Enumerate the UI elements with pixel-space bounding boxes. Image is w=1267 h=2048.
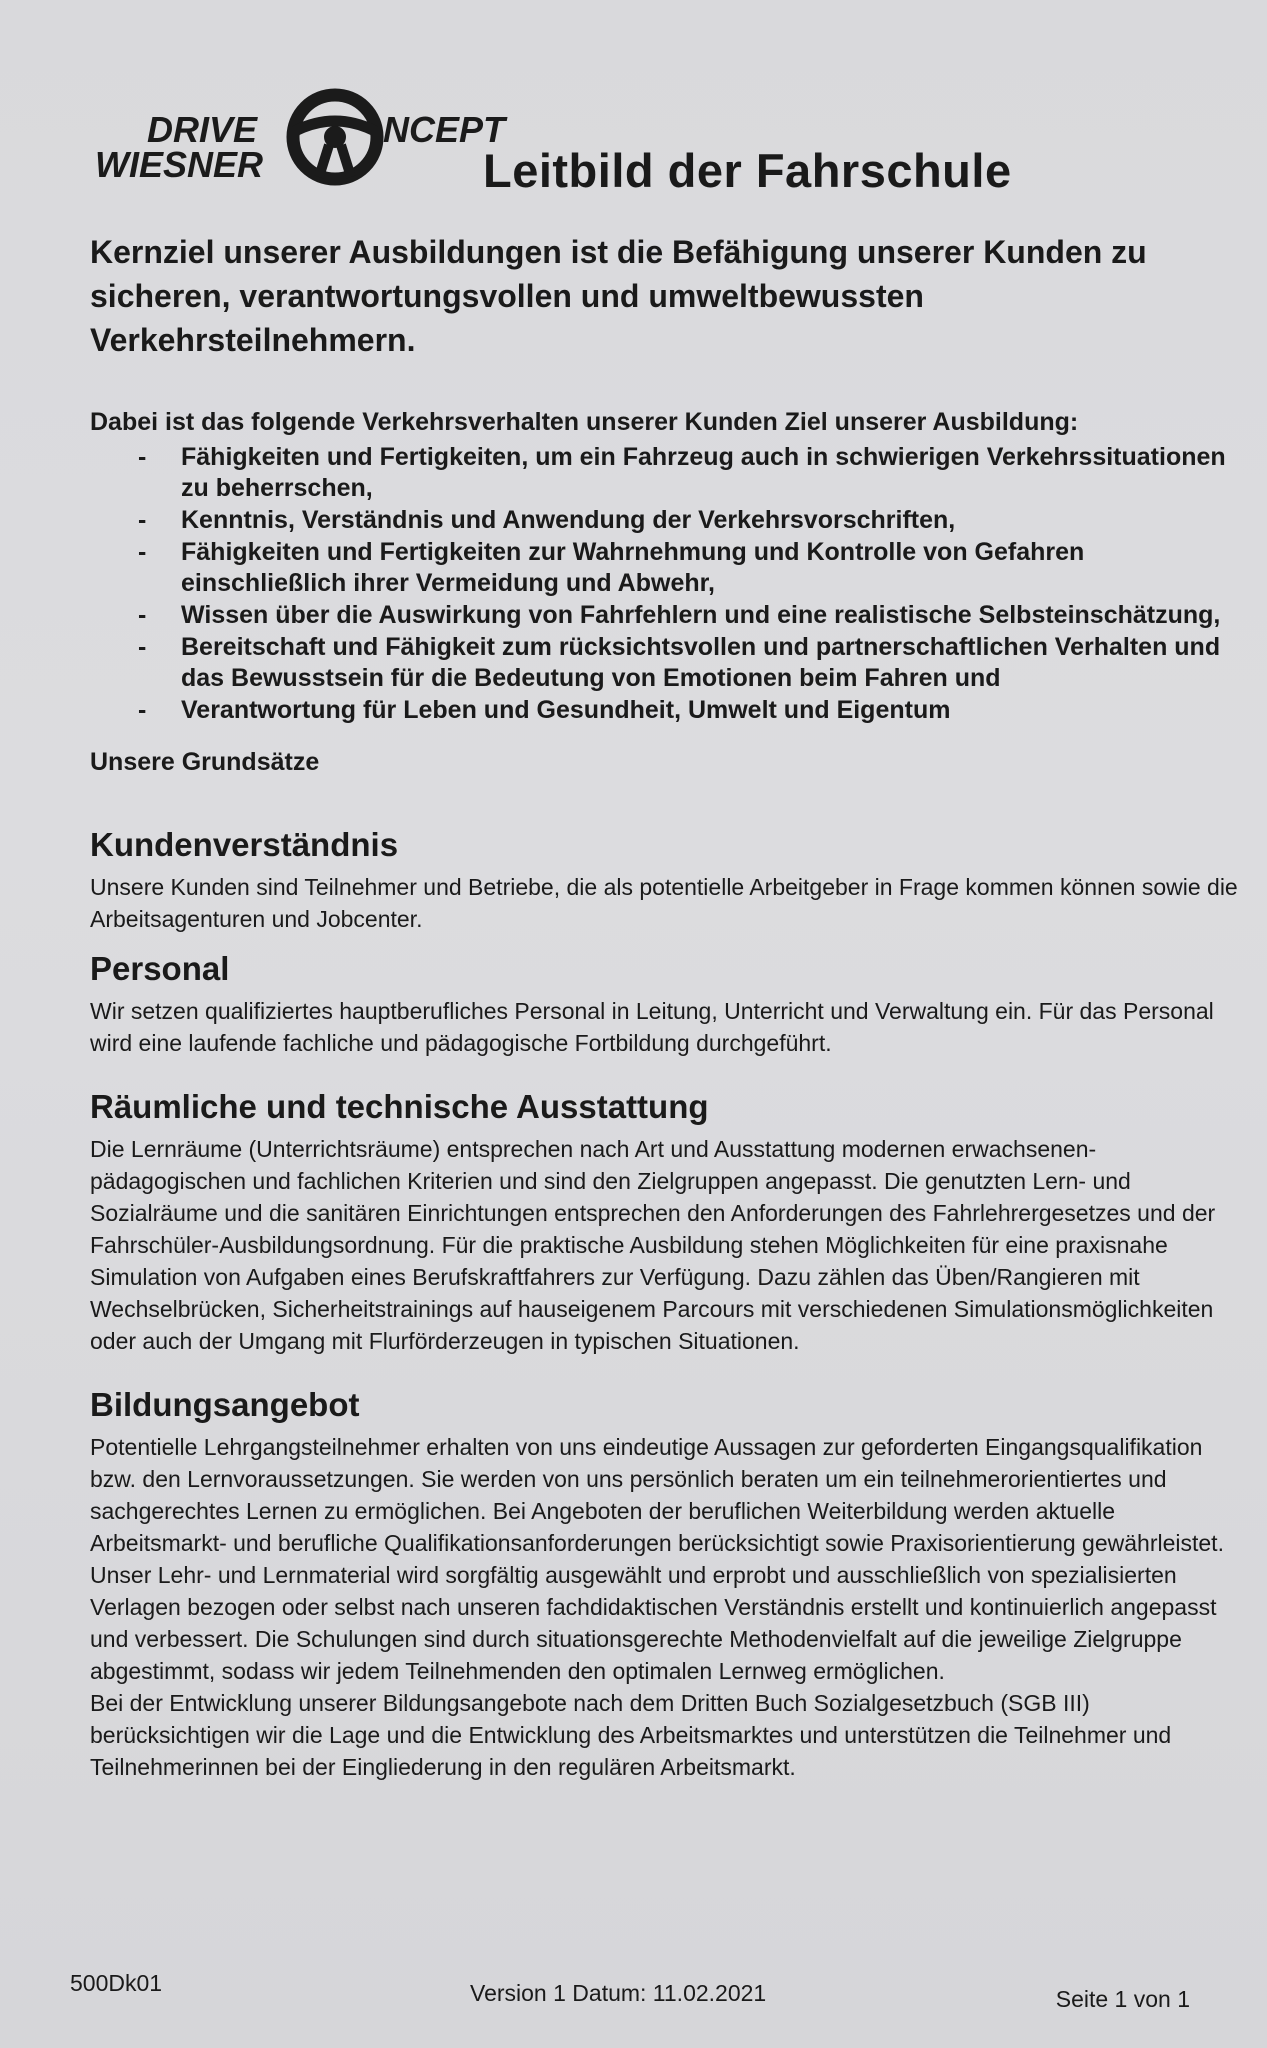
goals-intro: Dabei ist das folgende Verkehrsverhalten unserer Kunden Ziel unserer Ausbildung: — [90, 408, 1079, 436]
page-number: Seite 1 von 1 — [1055, 1986, 1190, 2012]
document-code: 500Dk01 — [70, 1970, 163, 1996]
section-text: Wir setzen qualifiziertes hauptberufliches Personal in Leitung, Unterricht und Verwaltung ein. Für das Personal wird eine laufende fachliche und pädagogische Fortbildung durchgeführt. — [90, 998, 1214, 1056]
kernziel-statement: Kernziel unserer Ausbildungen ist die Befähigung unserer Kunden zu sicheren, verantwortungsvollen und umweltbewussten Verkehrsteilnehmern. — [90, 234, 1147, 358]
goals-list — [90, 442, 1250, 726]
bullet-dash: - — [138, 443, 147, 471]
logo-wiesner-text: WIESNER — [95, 144, 264, 185]
document-header — [95, 85, 1225, 195]
section-title: Kundenverständnis — [90, 826, 399, 863]
list-item — [138, 537, 1250, 599]
bullet-dash: - — [138, 601, 147, 629]
bullet-dash: - — [138, 538, 147, 566]
section-personal — [90, 949, 1250, 1059]
document-body — [90, 230, 1250, 1797]
grundsaetze-heading: Unsere Grundsätze — [90, 748, 320, 776]
section-title: Personal — [90, 950, 230, 987]
bullet-dash: - — [138, 633, 147, 661]
goal-text: Wissen über die Auswirkung von Fahrfehlern und eine realistische Selbsteinschätzung, — [181, 601, 1221, 629]
section-title: Räumliche und technische Ausstattung — [90, 1088, 709, 1125]
section-text: Unser Lehr- und Lernmaterial wird sorgfältig ausgewählt und erprobt und ausschließlich von spezialisierten Verlagen bezogen oder selbst nach unseren fachdidaktischen Verständnis erstellt und kontinuierlich angepasst und verbessert. Die Schulungen sind durch situationsgerechte Methodenvielfalt auf die jeweilige Zielgruppe abgestimmt, sodass wir jedem Teilnehmenden den optimalen Lernweg ermöglichen. — [90, 1562, 1217, 1684]
list-item — [138, 632, 1250, 694]
list-item — [138, 505, 1250, 536]
section-bildungsangebot — [90, 1385, 1250, 1783]
version-date: Version 1 Datum: 11.02.2021 — [470, 1980, 767, 2006]
list-item — [138, 695, 1250, 726]
list-item — [138, 600, 1250, 631]
goal-text: Fähigkeiten und Fertigkeiten, um ein Fahrzeug auch in schwierigen Verkehrssituationen zu beherrschen, — [181, 443, 1226, 502]
goal-text: Kenntnis, Verständnis und Anwendung der Verkehrsvorschriften, — [181, 506, 956, 534]
bullet-dash: - — [138, 696, 147, 724]
steering-wheel-logo-icon — [95, 85, 506, 190]
list-item — [138, 442, 1250, 504]
drive-concept-wiesner-logo — [95, 85, 506, 190]
section-text: Die Lernräume (Unterrichtsräume) entsprechen nach Art und Ausstattung modernen erwachsenen-pädagogischen und fachlichen Kriterien und sind den Zielgruppen angepasst. Die genutzten Lern- und Sozialräume und die sanitären Einrichtungen entsprechen den Anforderungen des Fahrlehrergesetzes und der Fahrschüler-Ausbildungsordnung. Für die praktische Ausbildung stehen Möglichkeiten für eine praxisnahe Simulation von Aufgaben eines Berufskraftfahrers zur Verfügung. Dazu zählen das Üben/Rangieren mit Wechselbrücken, Sicherheitstrainings auf hauseigenem Parcours mit verschiedenen Simulationsmöglichkeiten oder auch der Umgang mit Flurförderzeugen in typischen Situationen. — [90, 1136, 1216, 1354]
section-text: Potentielle Lehrgangsteilnehmer erhalten von uns eindeutige Aussagen zur geforderten Eingangsqualifikation bzw. den Lernvoraussetzungen. Sie werden von uns persönlich beraten um ein teilnehmerorientiertes und sachgerechtes Lernen zu ermöglichen. Bei Angeboten der beruflichen Weiterbildung werden aktuelle Arbeitsmarkt- und berufliche Qualifikationsanforderungen berücksichtigt sowie Praxisorientierung gewährleistet. — [90, 1434, 1224, 1556]
goal-text: Fähigkeiten und Fertigkeiten zur Wahrnehmung und Kontrolle von Gefahren einschließlich ihrer Vermeidung und Abwehr, — [181, 538, 1085, 597]
bullet-dash: - — [138, 506, 147, 534]
section-text: Unsere Kunden sind Teilnehmer und Betriebe, die als potentielle Arbeitgeber in Frage kommen können sowie die Arbeitsagenturen und Jobcenter. — [90, 874, 1238, 932]
section-kundenverstaendnis — [90, 825, 1250, 935]
page-title: Leitbild der Fahrschule — [483, 144, 1012, 197]
section-title: Bildungsangebot — [90, 1386, 360, 1423]
goal-text: Bereitschaft und Fähigkeit zum rücksichtsvollen und partnerschaftlichen Verhalten und das Bewusstsein für die Bedeutung von Emotionen beim Fahren und — [181, 633, 1221, 692]
logo-concept-text: NCEPT — [383, 109, 506, 150]
logo-drive-text: DRIVE — [147, 109, 258, 150]
goal-text: Verantwortung für Leben und Gesundheit, Umwelt und Eigentum — [181, 696, 951, 724]
section-ausstattung — [90, 1087, 1250, 1357]
section-text: Bei der Entwicklung unserer Bildungsangebote nach dem Dritten Buch Sozialgesetzbuch (SGB III) berücksichtigen wir die Lage und die Entwicklung des Arbeitsmarktes und unterstützen die Teilnehmer und Teilnehmerinnen bei der Eingliederung in den regulären Arbeitsmarkt. — [90, 1690, 1172, 1780]
